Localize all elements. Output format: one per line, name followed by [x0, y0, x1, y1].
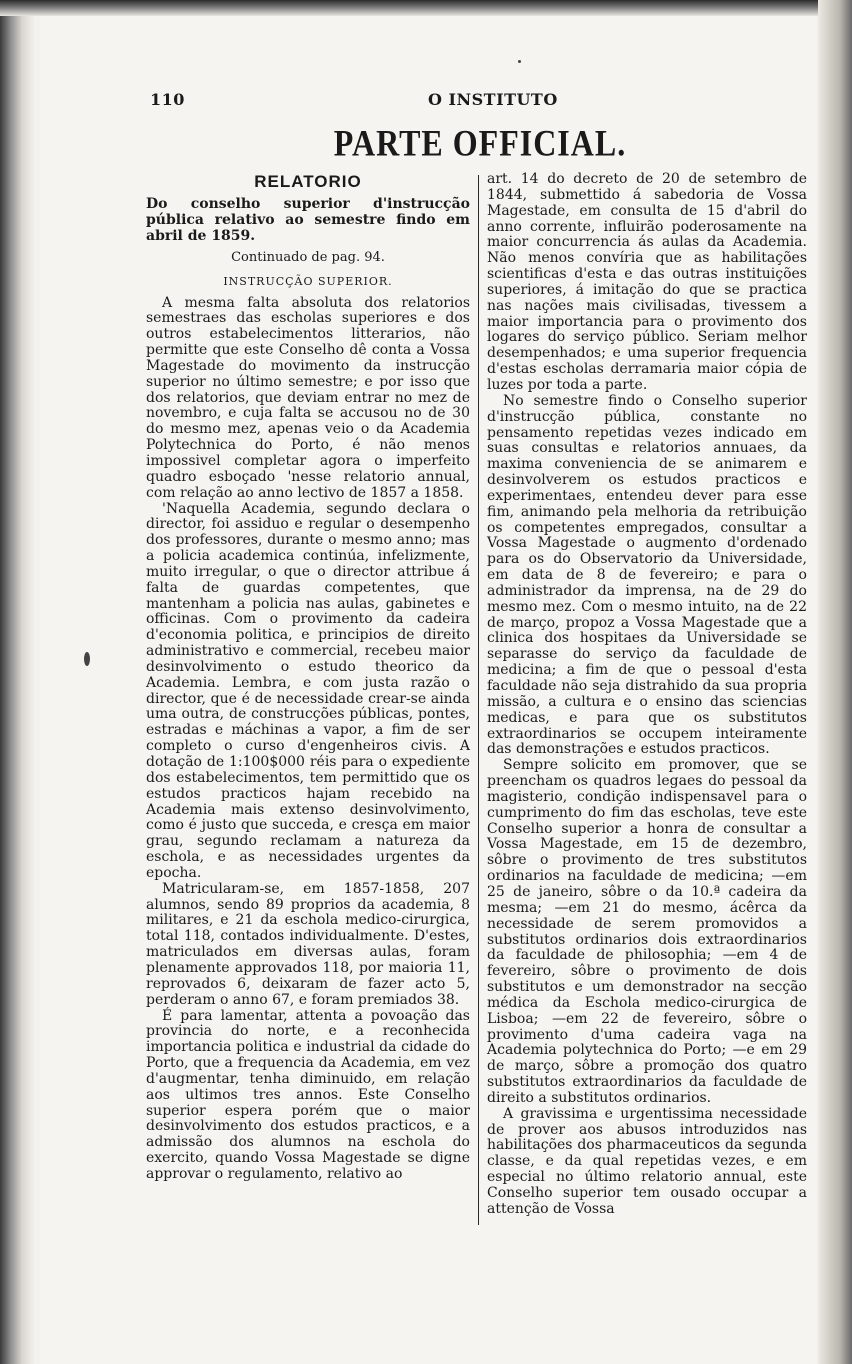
- scan-edge-right: [818, 0, 852, 1364]
- paragraph: Matricularam-se, em 1857-1858, 207 alumnos, sendo 89 proprios da academia, 8 militares, e 21 da eschola medico-cirurgica, total 118, contados individualmente. D'estes, matriculados em diversas aulas, foram plenamente approvados 118, por maioria 11, reprovados 6, deixaram de fazer acto 5, perderam o anno 67, e foram premiados 38.: [146, 880, 470, 1008]
- paragraph: art. 14 do decreto de 20 de setembro de 1844, submettido á sabedoria de Vossa Magestade, em consulta de 15 d'abril do anno corrente, influirão poderosamente na maior concurrencia ás aulas da Academia. Não menos convíria que as habilitações scientificas d'esta e das outras instituições superiores, á imitação do que se practica nas nações mais civilisadas, tivessem a maior importancia para o provimento dos logares do serviço público. Seriam melhor desempenhados; e uma superior frequencia d'estas escholas derramaria maior cópia de luzes por toda a parte.: [487, 171, 807, 393]
- paragraph: A gravissima e urgentissima necessidade de prover aos abusos introduzidos nas habilitações dos pharmaceuticos da segunda classe, e da qual repetidas vezes, e em especial no último relatorio annual, este Conselho superior tem ousado occupar a attenção de Vossa: [487, 1105, 807, 1217]
- paragraph: No semestre findo o Conselho superior d'instrucção pública, constante no pensamento repetidas vezes indicado em suas consultas e relatorios annuaes, da maxima conveniencia de se animarem e desinvolverem os estudos practicos e experimentaes, entendeu dever para esse fim, animando pela melhoria da retribuição os competentes empregados, consultar a Vossa Magestade o augmento d'ordenado para os do Observatorio da Universidade, em data de 8 de fevereiro; e para o administrador da imprensa, na de 29 do mesmo mez. Com o mesmo intuito, na de 22 de março, propoz a Vossa Magestade que a clinica dos hospitaes da Universidade se separasse do serviço da faculdade de medicina; a fim de que o pessoal d'esta faculdade não seja distrahido da sua propria missão, a cultura e o ensino das sciencias medicas, e para que os substitutos extraordinarios se occupem inteiramente das demonstrações e estudos practicos.: [487, 392, 807, 758]
- paragraph: A mesma falta absoluta dos relatorios semestraes das escholas superiores e dos outros estabelecimentos litterarios, não permitte que este Conselho dê conta a Vossa Magestade do movimento da instrucção superior no último semestre; e por isso que dos relatorios, que deviam entrar no mez de novembro, e cuja falta se accusou no de 30 do mesmo mez, apenas veio o da Academia Polytechnica do Porto, é não menos impossivel completar agora o imperfeito quadro esboçado 'nesse relatorio annual, com relação ao anno lectivo de 1857 a 1858.: [146, 294, 470, 501]
- paragraph: 'Naquella Academia, segundo declara o director, foi assiduo e regular o desempenho dos professores, durante o mesmo anno; mas a policia academica continúa, infelizmente, muito irregular, o que o director attribue á falta de guardas competentes, que mantenham a policia nas aulas, gabinetes e officinas. Com o provimento da cadeira d'economia politica, e principios de direito administrativo e commercial, recebeu maior desinvolvimento o estudo theorico da Academia. Lembra, e com justa razão o director, que é de necessidade crear-se ainda uma outra, de construcções públicas, pontes, estradas e máchinas a vapor, a fim de ser completo o curso d'engenheiros civis. A dotação de 1:100$000 réis para o expediente dos estabelecimentos, tem permittido que os estudos practicos hajam recebido na Academia mais extenso desinvolvimento, como é justo que succeda, e cresça em maior grau, segundo reclamam a natureza da eschola, e as necessidades urgentes da epocha.: [146, 500, 470, 881]
- section-subheading: INSTRUCÇÃO SUPERIOR.: [223, 274, 393, 288]
- scan-edge-left: [0, 0, 34, 1364]
- scan-edge-top: [0, 0, 852, 16]
- paragraph: É para lamentar, attenta a povoação das provincia do norte, e a reconhecida importancia politica e industrial da cidade do Porto, que a frequencia da Academia, em vez d'augmentar, tenha diminuido, em relação aos ultimos tres annos. Este Conselho superior espera porém que o maior desinvolvimento dos estudos practicos, e a admissão dos alumnos na eschola do exercito, quando Vossa Magestade se digne approvar o regulamento, relativo ao: [146, 1007, 470, 1182]
- report-heading: RELATORIO: [254, 172, 362, 191]
- column-rule: [478, 175, 479, 1225]
- ink-speck: [84, 652, 90, 666]
- ink-speck: [518, 60, 521, 63]
- paragraph: Sempre solicito em promover, que se preencham os quadros legaes do pessoal da magisterio, condição indispensavel para o cumprimento do fim das escholas, teve este Conselho superior a honra de consultar a Vossa Magestade, em 15 de dezembro, sôbre o provimento de tres substitutos ordinarios na faculdade de medicina; —em 25 de janeiro, sôbre o da 10.ª cadeira da mesma; —em 21 do mesmo, ácêrca da necessidade de serem promovidos a substitutos ordinarios dois extraordinarios da faculdade de philosophia; —em 4 de fevereiro, sôbre o provimento de dois substitutos e um demonstrador na secção médica da Eschola medico-cirurgica de Lisboa; —em 22 de fevereiro, sôbre o provimento d'uma cadeira vaga na Academia polytechnica do Porto; —e em 29 de março, sôbre a promoção dos quatro substitutos extraordinarios da faculdade de direito a substitutos ordinarios.: [487, 757, 807, 1106]
- continued-note: Continuado de pag. 94.: [231, 249, 385, 265]
- journal-title: O INSTITUTO: [428, 90, 558, 109]
- section-title: PARTE OFFICIAL.: [333, 122, 627, 164]
- running-head: [150, 90, 810, 112]
- right-column: [487, 172, 807, 1218]
- left-column: [146, 172, 470, 1183]
- report-subheading: Do conselho superior d'instrucção pública relativo ao semestre findo em abril de 1859.: [146, 195, 470, 244]
- page-number: 110: [150, 90, 185, 109]
